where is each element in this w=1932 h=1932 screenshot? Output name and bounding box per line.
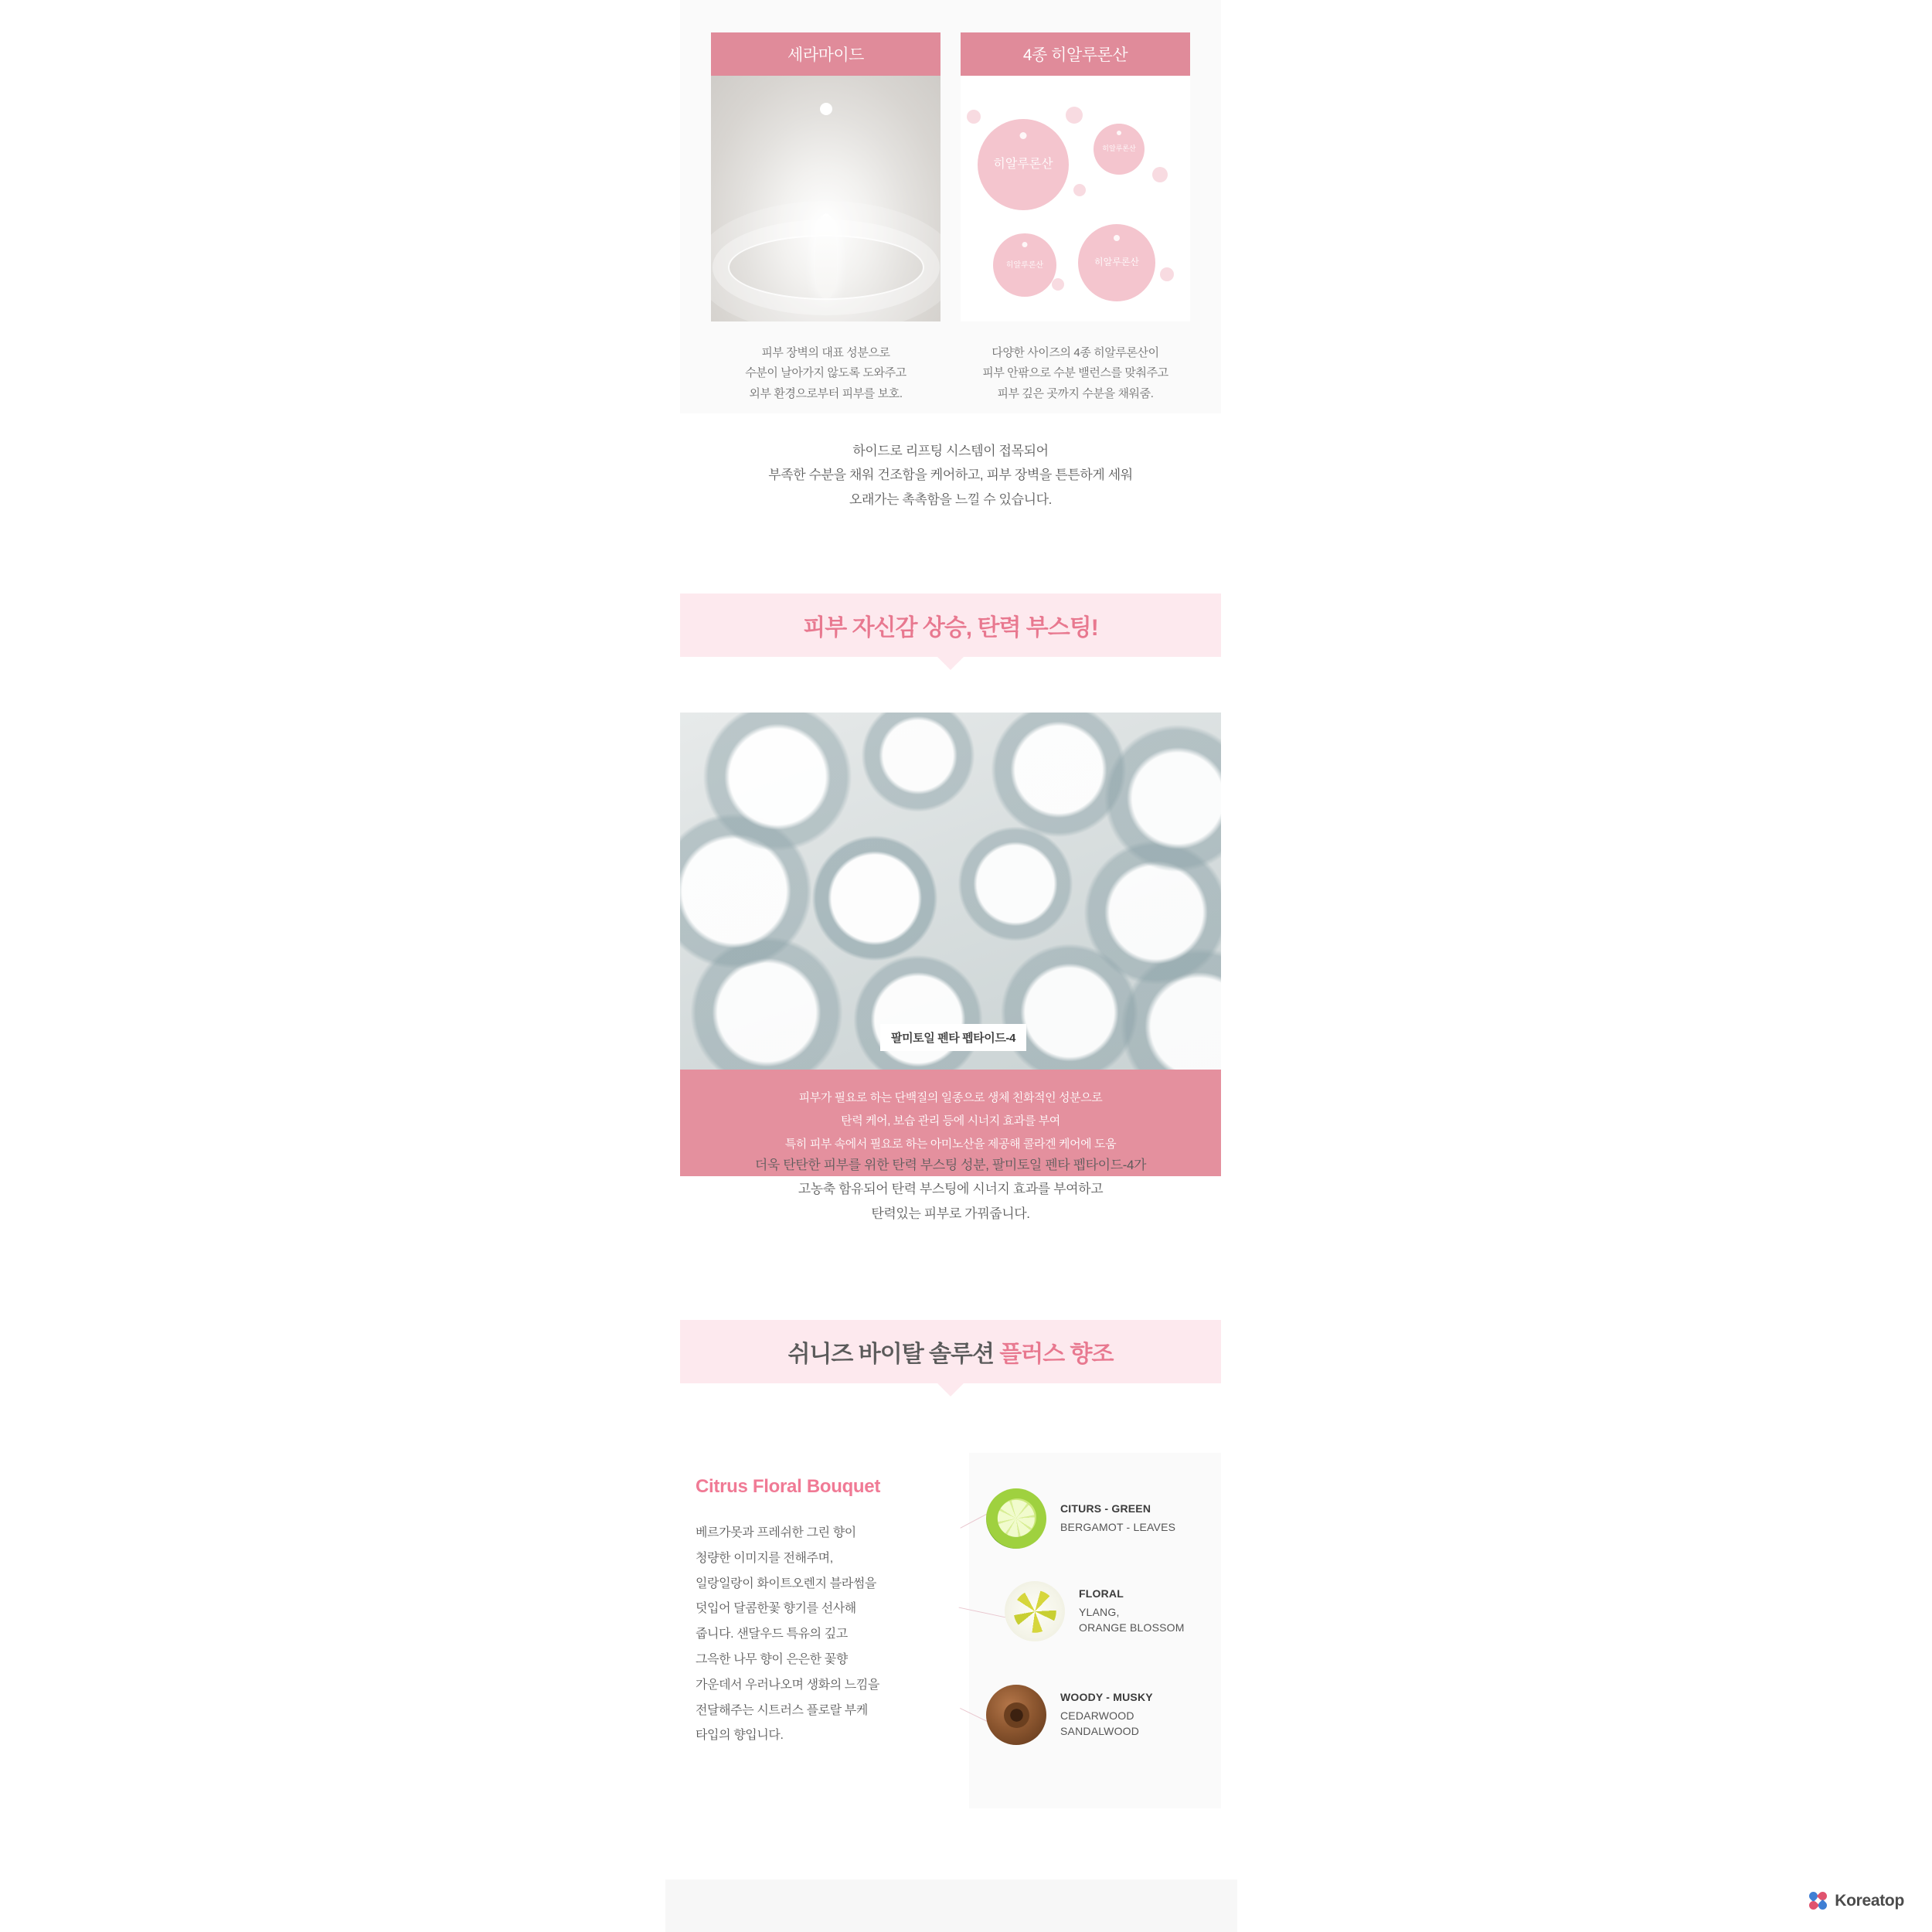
- fragrance-note-name: FLORAL: [1079, 1587, 1124, 1600]
- bubble-decoration: [1160, 267, 1174, 281]
- bubble-hyaluronic-large: [978, 119, 1069, 210]
- ingredient-panel: [680, 0, 1221, 413]
- fragrance-note-detail: BERGAMOT - LEAVES: [1060, 1520, 1176, 1533]
- fragrance-notes-panel: [969, 1453, 1221, 1808]
- bubble-label: 히알루론산: [1005, 260, 1044, 270]
- bubble-highlight-icon: [1117, 131, 1121, 135]
- bubble-hyaluronic-medium: [993, 233, 1056, 297]
- banner-fragrance: [680, 1320, 1221, 1383]
- fragrance-note-detail: CEDARWOOD SANDALWOOD: [1060, 1709, 1140, 1737]
- bubble-decoration: [1152, 167, 1168, 182]
- fragrance-description-block: [696, 1476, 927, 1749]
- fragrance-note-item: [986, 1685, 1153, 1745]
- watermark-text: Koreatop: [1835, 1892, 1904, 1910]
- fragrance-body-text: 베르가못과 프레쉬한 그린 향이 청량한 이미지를 전해주며, 일랑일랑이 화이트오렌지 블라썸을 덧입어 달콤한꽃 향기를 선사해 줍니다. 샌달우드 특유의 깊고 그윽한 나무 향이 은은한 꽃향 가운데서 우러나오며 생화의 느낌을 전달해주는 시트러스 플로랄 부케 타입의 향입니다.: [696, 1526, 879, 1743]
- ingredient-card-title: 세라마이드: [711, 32, 940, 76]
- bubble-decoration: [1073, 184, 1086, 196]
- banner-fragrance-text: [787, 1335, 1113, 1369]
- bubble-decoration: [1052, 278, 1064, 291]
- bubble-hyaluronic-medium-2: [1078, 224, 1155, 301]
- banner-fragrance-text-pink: 플러스 향조: [999, 1342, 1114, 1367]
- watermark: [1809, 1892, 1904, 1910]
- bottom-section-placeholder: [665, 1879, 1237, 1932]
- pinwheel-logo-icon: [1809, 1892, 1828, 1910]
- fragrance-note-text: [1060, 1502, 1175, 1535]
- ingredient-card-description: 다양한 사이즈의 4종 히알루론산이 피부 안팎으로 수분 밸런스를 맞춰주고 피부 깊은 곳까지 수분을 채워줌.: [982, 346, 1168, 400]
- ingredient-card-title: 4종 히알루론산: [961, 32, 1190, 76]
- ingredient-card-list: [711, 32, 1190, 404]
- fragrance-note-text: [1079, 1587, 1185, 1636]
- bubble-highlight-icon: [1020, 132, 1027, 139]
- peptide-paragraph: 더욱 탄탄한 피부를 위한 탄력 부스팅 성분, 팔미토일 펜타 펩타이드-4가 고농축 함유되어 탄력 부스팅에 시너지 효과를 부여하고 탄력있는 피부로 가꿔줍니다.: [754, 1158, 1147, 1221]
- bubble-label: 히알루론산: [993, 158, 1053, 172]
- fragrance-note-text: [1060, 1691, 1153, 1740]
- note-connector-line: [959, 1607, 1006, 1618]
- peptide-ingredient-tag: 팔미토일 펜타 펩타이드-4: [880, 1024, 1026, 1051]
- hydro-lifting-paragraph: 하이드로 리프팅 시스템이 접목되어 부족한 수분을 채워 건조함을 케어하고, 피부 장벽을 튼튼하게 세워 오래가는 촉촉함을 느낄 수 있습니다.: [768, 444, 1133, 507]
- hyaluronic-acid-bubbles-graphic: [961, 76, 1190, 321]
- bubble-decoration: [1066, 107, 1083, 124]
- fragrance-note-item: [1005, 1581, 1185, 1641]
- fragrance-note-name: WOODY - MUSKY: [1060, 1690, 1153, 1703]
- milk-ripple-decoration: [730, 236, 923, 298]
- ylang-flower-photo: [1005, 1581, 1065, 1641]
- wood-log-photo: [986, 1685, 1046, 1745]
- peptide-caption-line-3: 특히 피부 속에서 필요로 하는 아미노산을 제공해 콜라겐 케어에 도움: [784, 1138, 1117, 1151]
- fragrance-note-name: CITURS - GREEN: [1060, 1502, 1151, 1515]
- ingredient-card-ceramide: [711, 32, 940, 404]
- banner-elasticity-text: 피부 자신감 상승, 탄력 부스팅!: [803, 615, 1098, 641]
- bubble-decoration: [967, 110, 981, 124]
- ingredient-card-description: 피부 장벽의 대표 성분으로 수분이 날아가지 않도록 도와주고 외부 환경으로부터 피부를 보호.: [745, 346, 906, 400]
- peptide-section: [680, 713, 1221, 1176]
- milk-drop-photo: [711, 76, 940, 321]
- gel-beads-photo: [680, 713, 1221, 1070]
- fragrance-title: Citrus Floral Bouquet: [696, 1476, 881, 1497]
- ingredient-card-hyaluronic-acid: [961, 32, 1190, 404]
- bubble-highlight-icon: [1022, 242, 1028, 247]
- peptide-caption-line-1: 피부가 필요로 하는 단백질의 일종으로 생체 친화적인 성분으로: [798, 1091, 1103, 1104]
- banner-fragrance-text-dark: 쉬니즈 바이탈 솔루션: [787, 1342, 1000, 1367]
- fragrance-note-detail: YLANG, ORANGE BLOSSOM: [1079, 1605, 1185, 1634]
- fragrance-note-item: [986, 1488, 1175, 1549]
- bubble-hyaluronic-small: [1094, 124, 1145, 175]
- banner-elasticity: [680, 594, 1221, 657]
- peptide-caption-line-2: 탄력 케어, 보습 관리 등에 시너지 효과를 부여: [841, 1114, 1060, 1128]
- lime-slice-photo: [986, 1488, 1046, 1549]
- bubble-highlight-icon: [1114, 235, 1120, 241]
- bubble-label: 히알루론산: [1102, 145, 1136, 153]
- bubble-label: 히알루론산: [1094, 257, 1139, 268]
